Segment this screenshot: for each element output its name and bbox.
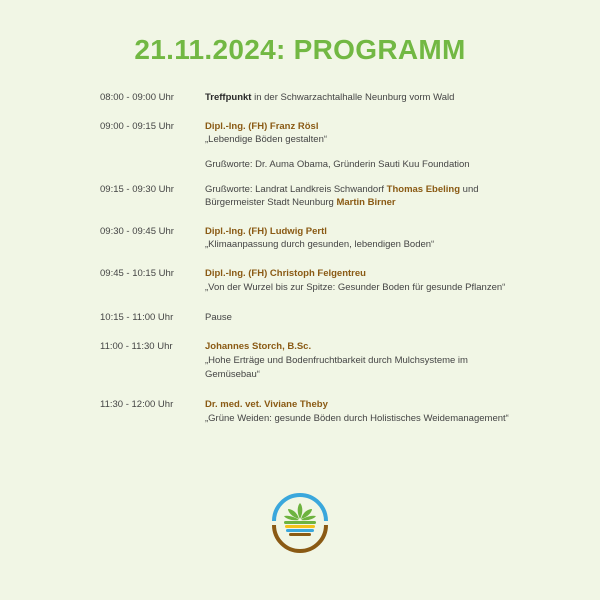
speaker-name: Dipl.-Ing. (FH) Ludwig Pertl xyxy=(205,226,327,237)
schedule-row-break xyxy=(100,311,520,324)
schedule-row-talk xyxy=(100,398,520,426)
speaker-name: Dipl.-Ing. (FH) Christoph Felgentreu xyxy=(205,268,366,279)
meeting-point-text: in der Schwarzachtalhalle Neunburg vorm Wald xyxy=(251,92,455,103)
schedule-time: 09:45 - 10:15 Uhr xyxy=(100,268,174,279)
schedule-row-talk xyxy=(100,225,520,251)
program-schedule xyxy=(100,91,520,439)
schedule-time: 09:15 - 09:30 Uhr xyxy=(100,184,174,195)
speaker-name: Dipl.-Ing. (FH) Franz Rösl xyxy=(205,121,319,132)
talk-title: „Klimaanpassung durch gesunden, lebendigen Boden“ xyxy=(205,239,435,250)
logo-soil-blue xyxy=(286,529,314,532)
soil-plant-logo-icon xyxy=(268,489,332,553)
schedule-time: 10:15 - 11:00 Uhr xyxy=(100,312,174,323)
schedule-time: 09:30 - 09:45 Uhr xyxy=(100,226,174,237)
schedule-row-talk xyxy=(100,120,520,171)
greeting-text: Grußworte: Dr. Auma Obama, Gründerin Sauti Kuu Foundation xyxy=(205,159,470,170)
greeting-text-part: und Bürgermeister Stadt Neunburg xyxy=(205,184,479,208)
schedule-row-talk xyxy=(100,267,520,295)
logo-brown-arc xyxy=(274,525,326,551)
talk-title: „Hohe Erträge und Bodenfruchtbarkeit durch Mulchsysteme im Gemüsebau“ xyxy=(205,355,468,380)
speaker-name: Johannes Storch, B.Sc. xyxy=(205,341,312,352)
greeting-name: Thomas Ebeling xyxy=(386,184,461,195)
logo-soil-yellow xyxy=(285,525,315,528)
schedule-content xyxy=(205,311,520,324)
schedule-content xyxy=(205,183,520,209)
talk-title: „Lebendige Böden gestalten“ xyxy=(205,134,328,145)
greeting-name: Martin Birner xyxy=(336,197,396,208)
break-label: Pause xyxy=(205,312,232,323)
schedule-content xyxy=(205,267,520,295)
logo-soil-brown xyxy=(289,533,311,536)
talk-title: „Grüne Weiden: gesunde Böden durch Holistisches Weidemanagement“ xyxy=(205,413,509,424)
schedule-content xyxy=(205,120,520,171)
schedule-row-talk xyxy=(100,340,520,382)
schedule-time: 08:00 - 09:00 Uhr xyxy=(100,92,174,103)
talk-title: „Von der Wurzel bis zur Spitze: Gesunder Boden für gesunde Pflanzen“ xyxy=(205,282,506,293)
schedule-content xyxy=(205,225,520,251)
schedule-time: 09:00 - 09:15 Uhr xyxy=(100,121,174,132)
schedule-content xyxy=(205,91,520,104)
logo-leaf-center xyxy=(298,503,303,519)
speaker-name: Dr. med. vet. Viviane Theby xyxy=(205,399,328,410)
schedule-time: 11:30 - 12:00 Uhr xyxy=(100,399,174,410)
meeting-point-label: Treffpunkt xyxy=(205,92,252,103)
schedule-row-greetings xyxy=(100,183,520,209)
logo-graphic xyxy=(268,489,332,553)
schedule-time: 11:00 - 11:30 Uhr xyxy=(100,341,173,352)
page-title: 21.11.2024: PROGRAMM xyxy=(134,34,466,65)
schedule-content xyxy=(205,340,520,382)
schedule-content xyxy=(205,398,520,426)
logo-soil-green xyxy=(284,521,316,524)
schedule-row-arrival xyxy=(100,91,520,104)
greeting-text-part: Grußworte: Landrat Landkreis Schwandorf xyxy=(205,184,387,195)
